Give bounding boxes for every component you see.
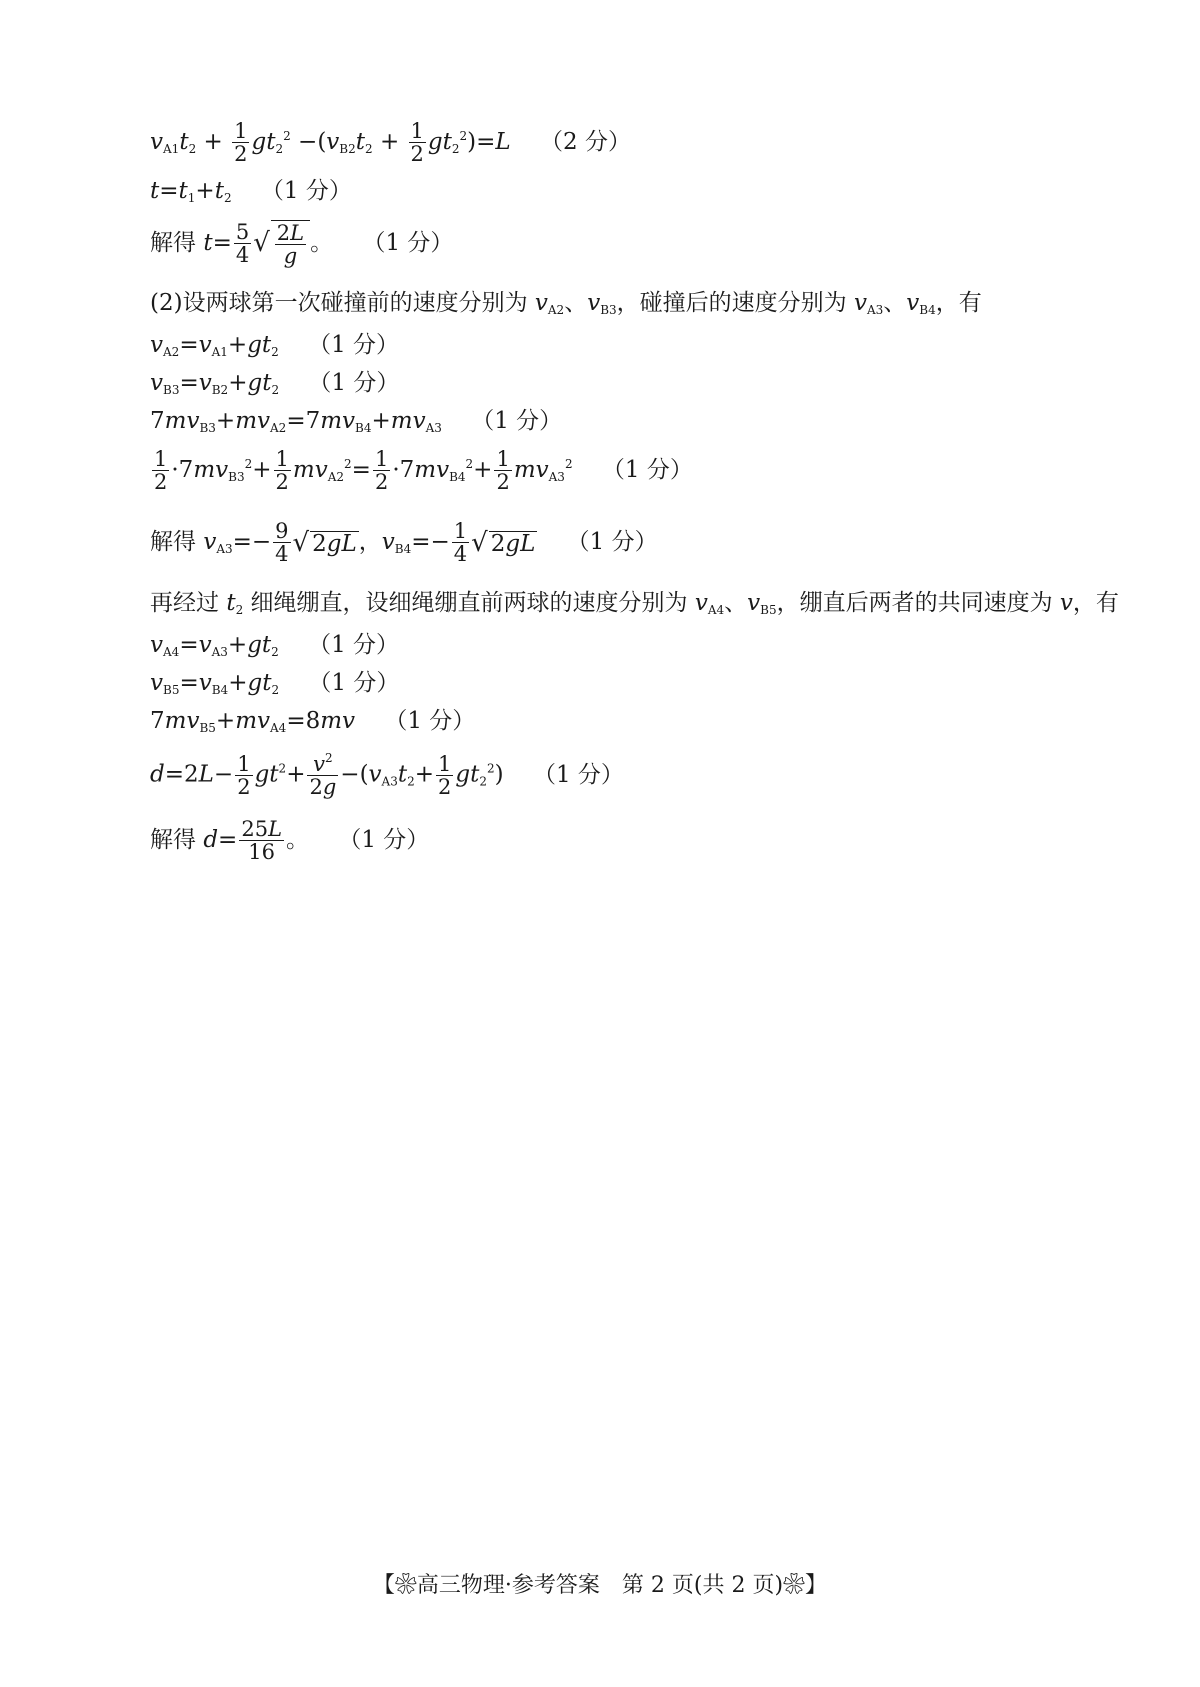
score-points: （1 分） [308,332,400,358]
score-points: （1 分） [362,230,454,257]
score-points: （1 分） [338,827,430,854]
equation-line: d=2L− $\frac{1}{2}$ $gt^2+$ $\frac{v^2}{2g}$ $-(v_{A3}t_2+$ $\frac{1}{2}$ $gt_2^2$) （1 分） [150,751,624,800]
equation-line: $7mv_{B3}+mv_{A2}=7mv_{B4}+mv_{A3}$ （1 分） [150,408,563,435]
solve-label: 解得 [150,529,204,556]
score-points: （1 分） [532,761,624,788]
page-footer: 【❀高三物理·参考答案 第 2 页(共 2 页)❀】 [372,1573,828,1598]
equation-line: $v_{A2}=v_{A1}+gt_2$ （1 分） [150,332,400,359]
score-points: （1 分） [308,632,400,658]
equation-line: $t=t_1+t_2$ （1 分） [150,178,352,205]
equation-line: $v_{A1}t_2$ + $\frac{1}{2}$ $gt_2^2 -(v_{B2}t_2$ + $\frac{1}{2}$ $gt_2^2)=L$ （2 分） [150,119,631,167]
equation-line: 解得 t= $\frac{5}{4}$ √ $\frac{2L}{g}$ 。 （1 分） [150,220,454,269]
text-line: 再经过 $t_2$ 细绳绷直，设细绳绷直前两球的速度分别为 $v_{A4}$、$v_{B5}$，绷直后两者的共同速度为 v，有 [150,590,1119,617]
score-points: （1 分） [566,529,658,556]
equation-line: $\frac{1}{2}$ $\cdot 7mv_{B3}^2+$ $\frac{1}{2}$ $mv_{A2}^2=$ $\frac{1}{2}$ $\cdot 7mv_{B4}^2+$ $\frac{1}{2}$ $mv_{A3}^2$ （1 分） [154,447,693,495]
score-points: （1 分） [308,370,400,396]
equation-line: $v_{B5}=v_{B4}+gt_2$ （1 分） [150,670,400,697]
equation-line: 解得 d= $\frac{25L}{16}$ 。 （1 分） [150,817,430,865]
score-points: （1 分） [308,670,400,696]
equation-line: $v_{B3}=v_{B2}+gt_2$ （1 分） [150,370,400,397]
score-points: （2 分） [540,129,631,156]
text-line: (2)设两球第一次碰撞前的速度分别为 $v_{A2}$、$v_{B3}$，碰撞后的速度分别为 $v_{A3}$、$v_{B4}$，有 [150,290,982,317]
equation-line: 解得 $v_{A3}=-$ $\frac{9}{4}$ √ 2gL，$v_{B4}=-$ $\frac{1}{4}$ √ 2gL （1 分） [150,519,658,567]
equation-line: $v_{A4}=v_{A3}+gt_2$ （1 分） [150,632,400,659]
solve-label: 解得 [150,827,204,854]
score-points: （1 分） [601,457,693,484]
score-points: （1 分） [260,178,352,204]
score-points: （1 分） [384,708,476,734]
solve-label: 解得 [150,230,204,257]
equation-line: $7mv_{B5}+mv_{A4}=8mv$ （1 分） [150,708,476,735]
score-points: （1 分） [471,408,563,434]
